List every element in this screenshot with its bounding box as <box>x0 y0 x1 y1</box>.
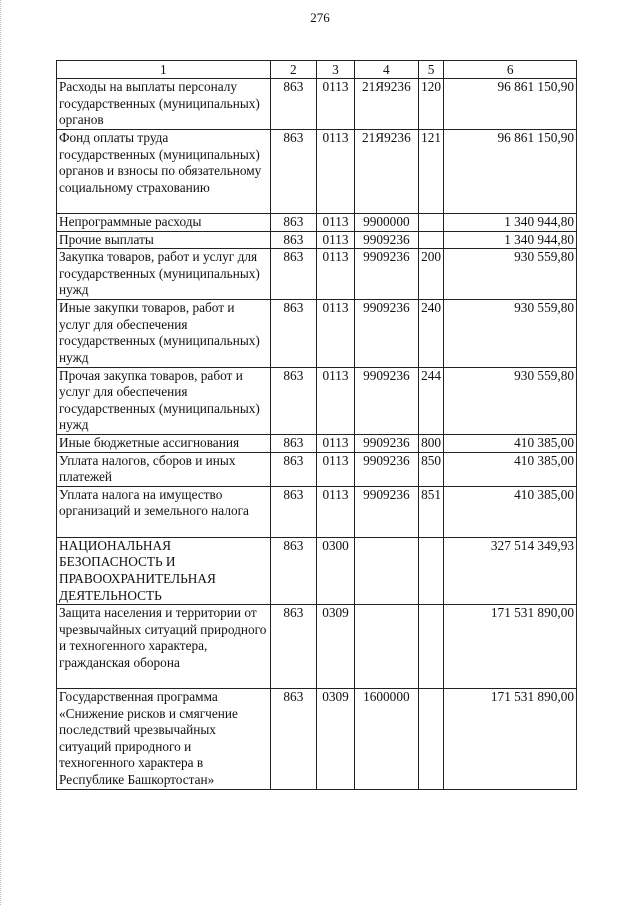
row-amount: 410 385,00 <box>444 452 577 486</box>
row-type <box>418 214 444 232</box>
row-amount: 930 559,80 <box>444 300 577 367</box>
row-amount: 171 531 890,00 <box>444 689 577 790</box>
row-amount: 410 385,00 <box>444 486 577 537</box>
row-section: 0113 <box>316 300 354 367</box>
row-section: 0113 <box>316 434 354 452</box>
row-ministry: 863 <box>270 537 316 604</box>
row-amount: 96 861 150,90 <box>444 130 577 214</box>
row-article <box>355 537 419 604</box>
row-name: Уплата налогов, сборов и иных платежей <box>57 452 271 486</box>
row-article: 9909236 <box>355 367 419 434</box>
row-ministry: 863 <box>270 367 316 434</box>
row-type: 240 <box>418 300 444 367</box>
row-section: 0113 <box>316 214 354 232</box>
row-amount: 1 340 944,80 <box>444 231 577 249</box>
row-ministry: 863 <box>270 300 316 367</box>
row-section: 0113 <box>316 367 354 434</box>
row-type: 800 <box>418 434 444 452</box>
row-section: 0113 <box>316 249 354 300</box>
row-amount: 930 559,80 <box>444 367 577 434</box>
row-section: 0309 <box>316 605 354 689</box>
row-ministry: 863 <box>270 79 316 130</box>
header-row <box>57 61 577 79</box>
row-article: 9900000 <box>355 214 419 232</box>
row-name: Расходы на выплаты персоналу государственных (муниципальных) органов <box>57 79 271 130</box>
row-amount: 410 385,00 <box>444 434 577 452</box>
row-type: 244 <box>418 367 444 434</box>
header-col-1: 1 <box>57 61 271 79</box>
budget-table <box>56 60 577 790</box>
row-type <box>418 689 444 790</box>
row-name: НАЦИОНАЛЬНАЯ БЕЗОПАСНОСТЬ И ПРАВООХРАНИТЕЛЬНАЯ ДЕЯТЕЛЬНОСТЬ <box>57 537 271 604</box>
row-amount: 96 861 150,90 <box>444 79 577 130</box>
page-number: 276 <box>310 10 330 25</box>
table-row <box>57 486 577 537</box>
row-section: 0113 <box>316 486 354 537</box>
row-amount: 1 340 944,80 <box>444 214 577 232</box>
row-ministry: 863 <box>270 130 316 214</box>
table-row <box>57 434 577 452</box>
row-name: Закупка товаров, работ и услуг для государственных (муниципальных) нужд <box>57 249 271 300</box>
header-col-3: 3 <box>316 61 354 79</box>
scan-edge <box>0 0 4 905</box>
row-amount: 327 514 349,93 <box>444 537 577 604</box>
table-row <box>57 249 577 300</box>
table-row <box>57 130 577 214</box>
row-article: 21Я9236 <box>355 79 419 130</box>
row-section: 0309 <box>316 689 354 790</box>
header-col-4: 4 <box>355 61 419 79</box>
row-section: 0300 <box>316 537 354 604</box>
header-col-2: 2 <box>270 61 316 79</box>
row-ministry: 863 <box>270 486 316 537</box>
table-row <box>57 367 577 434</box>
table-row <box>57 231 577 249</box>
row-type <box>418 231 444 249</box>
row-ministry: 863 <box>270 689 316 790</box>
row-article: 1600000 <box>355 689 419 790</box>
row-name: Прочие выплаты <box>57 231 271 249</box>
row-ministry: 863 <box>270 231 316 249</box>
row-name: Иные бюджетные ассигнования <box>57 434 271 452</box>
row-ministry: 863 <box>270 605 316 689</box>
row-ministry: 863 <box>270 249 316 300</box>
row-section: 0113 <box>316 79 354 130</box>
table-row <box>57 537 577 604</box>
row-name: Непрограммные расходы <box>57 214 271 232</box>
row-name: Государственная программа «Снижение рисков и смягчение последствий чрезвычайных ситуаций природного и техногенного характера в Республике Башкортостан» <box>57 689 271 790</box>
row-type <box>418 537 444 604</box>
row-amount: 171 531 890,00 <box>444 605 577 689</box>
row-ministry: 863 <box>270 214 316 232</box>
row-section: 0113 <box>316 452 354 486</box>
row-ministry: 863 <box>270 452 316 486</box>
header-col-5: 5 <box>418 61 444 79</box>
row-article: 9909236 <box>355 231 419 249</box>
row-name: Защита населения и территории от чрезвычайных ситуаций природного и техногенного характера, гражданская оборона <box>57 605 271 689</box>
table-row <box>57 300 577 367</box>
table-row <box>57 689 577 790</box>
row-type: 121 <box>418 130 444 214</box>
row-name: Фонд оплаты труда государственных (муниципальных) органов и взносы по обязательному социальному страхованию <box>57 130 271 214</box>
table-header <box>57 61 577 79</box>
row-type: 850 <box>418 452 444 486</box>
row-name: Прочая закупка товаров, работ и услуг для обеспечения государственных (муниципальных) нужд <box>57 367 271 434</box>
row-type <box>418 605 444 689</box>
table-row <box>57 605 577 689</box>
table-row <box>57 79 577 130</box>
table-row <box>57 214 577 232</box>
row-section: 0113 <box>316 130 354 214</box>
header-col-6: 6 <box>444 61 577 79</box>
row-article <box>355 605 419 689</box>
table-body <box>57 79 577 790</box>
row-section: 0113 <box>316 231 354 249</box>
row-article: 9909236 <box>355 300 419 367</box>
row-article: 21Я9236 <box>355 130 419 214</box>
row-type: 851 <box>418 486 444 537</box>
row-article: 9909236 <box>355 486 419 537</box>
table-row <box>57 452 577 486</box>
row-article: 9909236 <box>355 434 419 452</box>
row-ministry: 863 <box>270 434 316 452</box>
row-name: Уплата налога на имущество организаций и земельного налога <box>57 486 271 537</box>
row-type: 200 <box>418 249 444 300</box>
row-type: 120 <box>418 79 444 130</box>
row-article: 9909236 <box>355 452 419 486</box>
row-name: Иные закупки товаров, работ и услуг для обеспечения государственных (муниципальных) нужд <box>57 300 271 367</box>
row-article: 9909236 <box>355 249 419 300</box>
row-amount: 930 559,80 <box>444 249 577 300</box>
